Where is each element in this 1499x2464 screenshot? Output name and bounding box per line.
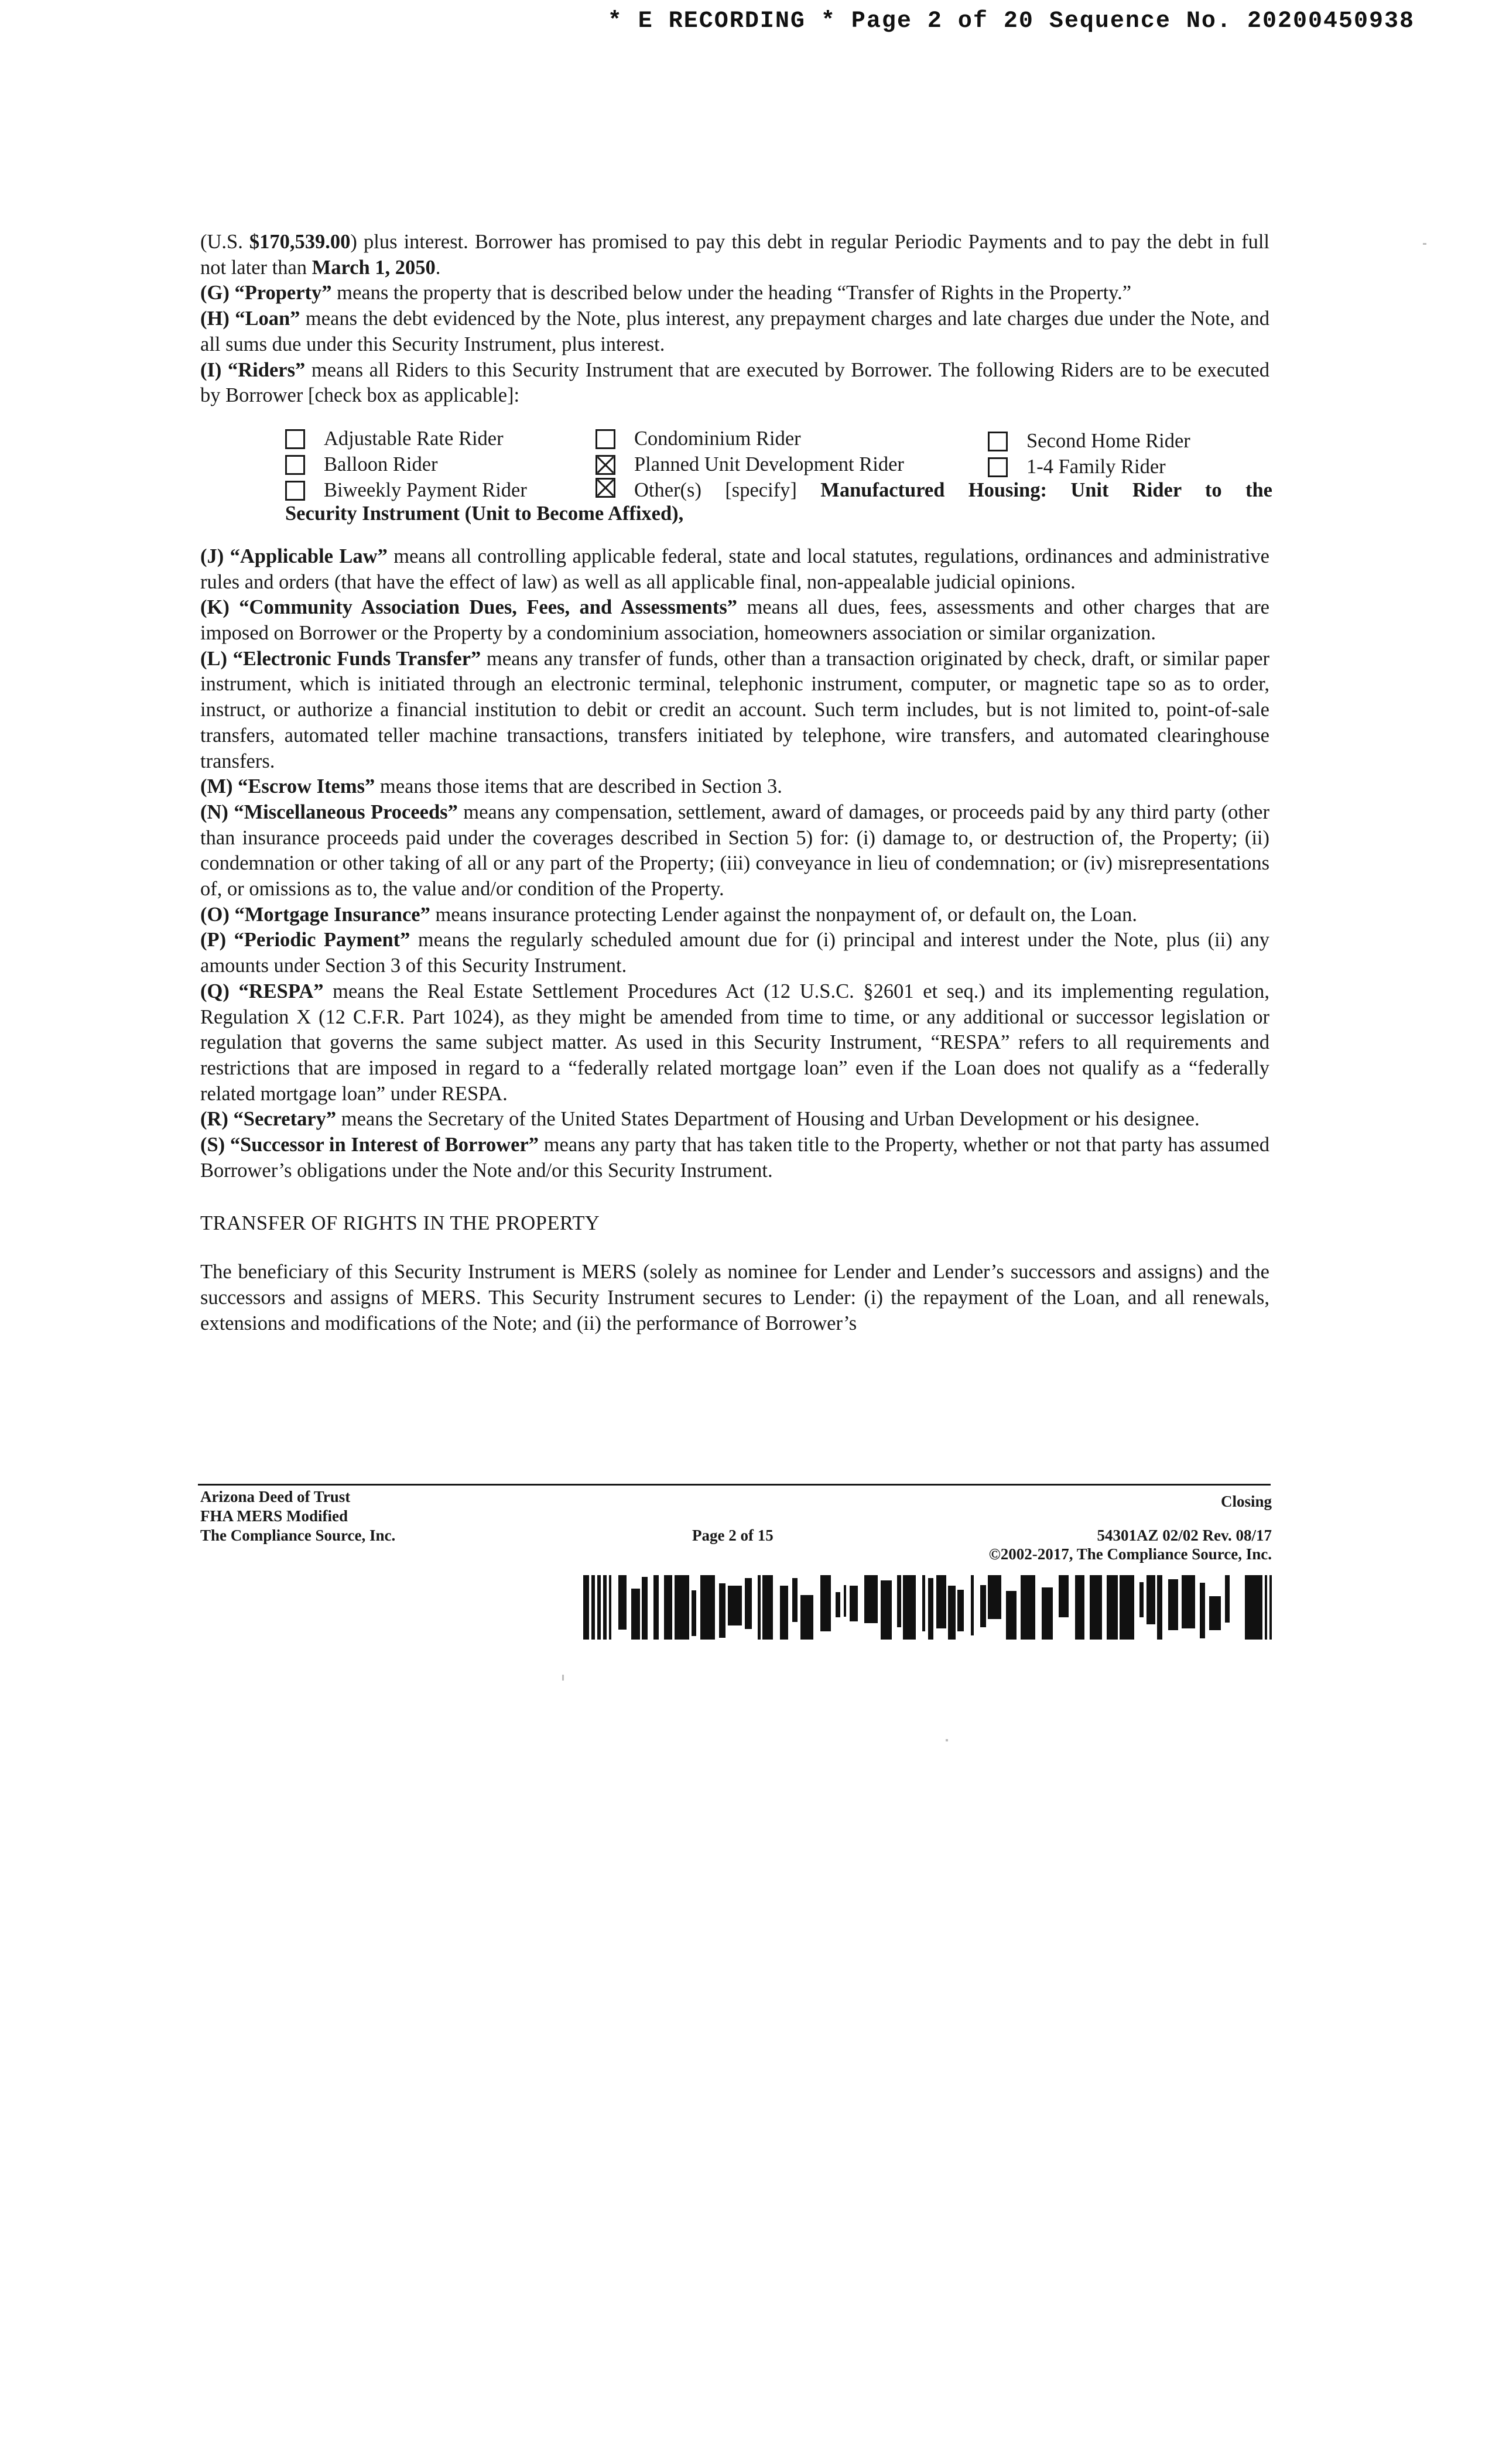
barcode-bar bbox=[936, 1575, 946, 1628]
barcode-bar bbox=[642, 1577, 648, 1640]
document-body bbox=[200, 230, 1272, 1336]
definition-o bbox=[200, 902, 1269, 928]
definition-n bbox=[200, 800, 1269, 902]
barcode-bar bbox=[583, 1575, 589, 1640]
definition-text: means the regularly scheduled amount due for (i) principal and interest under the Note, plus (ii) any amounts under Section 3 of this Security Instrument. bbox=[200, 929, 1269, 977]
definition-s bbox=[200, 1132, 1269, 1183]
checkbox-balloon[interactable] bbox=[285, 455, 305, 475]
scan-speck bbox=[1423, 243, 1426, 245]
definition-text: means the property that is described below under the heading “Transfer of Rights in the Property.” bbox=[331, 282, 1132, 304]
footer-publisher: The Compliance Source, Inc. bbox=[200, 1527, 396, 1544]
barcode-bar bbox=[820, 1575, 831, 1631]
rider-balloon[interactable] bbox=[285, 452, 438, 478]
maturity-date: March 1, 2050 bbox=[312, 256, 436, 279]
barcode-bar bbox=[603, 1575, 607, 1640]
transfer-heading: TRANSFER OF RIGHTS IN THE PROPERTY bbox=[200, 1212, 600, 1234]
definition-h bbox=[200, 306, 1269, 357]
barcode-bar bbox=[692, 1590, 696, 1636]
footer-form-title: Arizona Deed of Trust bbox=[200, 1488, 351, 1505]
barcode-bar bbox=[897, 1575, 901, 1627]
rider-other-specify: Manufactured Housing: Unit Rider to the bbox=[820, 478, 1272, 501]
definition-text: means any transfer of funds, other than a transaction originated by check, draft, or similar paper instrument, which is initiated through an electronic terminal, telephonic instrument, computer, or magnetic tape so as to order, instruct, or authorize a financial institution to debit or credit an account. Such term includes, but is not limited to, point-of-sale transfers, automated teller machine transactions, transfers initiated by telephone, wire transfers, and automated clearinghouse transfers. bbox=[200, 647, 1269, 772]
definition-label: (M) “Escrow Items” bbox=[200, 775, 375, 798]
checkbox-one-four-family[interactable] bbox=[988, 457, 1008, 477]
rider-other[interactable] bbox=[596, 478, 634, 498]
rider-planned-unit[interactable] bbox=[596, 452, 904, 478]
barcode-bar bbox=[850, 1586, 858, 1621]
barcode-bar bbox=[928, 1578, 933, 1640]
barcode-bar bbox=[971, 1575, 974, 1635]
checkbox-planned-unit[interactable] bbox=[596, 455, 615, 475]
barcode-bar bbox=[1075, 1575, 1084, 1640]
barcode-bar bbox=[591, 1575, 595, 1640]
definition-label: (J) “Applicable Law” bbox=[200, 545, 388, 567]
definition-label: (N) “Miscellaneous Proceeds” bbox=[200, 800, 458, 823]
barcode-bar bbox=[728, 1586, 742, 1625]
definition-text: means all controlling applicable federal, state and local statutes, regulations, ordinances and administrative rules and orders (that have the effect of law) as well as all applicable final, non-appealable judicial opinions. bbox=[200, 545, 1269, 593]
barcode-bar bbox=[957, 1590, 964, 1631]
definition-label: (K) “Community Association Dues, Fees, and Assessments” bbox=[200, 596, 738, 619]
barcode-bar bbox=[864, 1575, 878, 1623]
definition-text: means all Riders to this Security Instrument that are executed by Borrower. The following Riders are to be executed by Borrower [check box as applicable]: bbox=[200, 358, 1269, 407]
barcode-bar bbox=[597, 1575, 601, 1640]
barcode-bar bbox=[844, 1585, 846, 1617]
definition-label: (G) “Property” bbox=[200, 282, 332, 304]
definition-label: (R) “Secretary” bbox=[200, 1108, 337, 1131]
barcode-bar bbox=[1200, 1583, 1205, 1638]
checkbox-other[interactable] bbox=[596, 478, 615, 498]
barcode-bar bbox=[1182, 1575, 1195, 1628]
barcode-bar bbox=[719, 1583, 725, 1638]
barcode-bar bbox=[1090, 1575, 1102, 1640]
definition-label: (S) “Successor in Interest of Borrower” bbox=[200, 1134, 539, 1156]
barcode-bar bbox=[792, 1578, 798, 1622]
barcode bbox=[583, 1575, 1272, 1640]
rider-condominium[interactable] bbox=[596, 426, 801, 452]
barcode-bar bbox=[1157, 1575, 1162, 1640]
rider-label: Other(s) [specify] bbox=[634, 478, 821, 501]
rider-label: Biweekly Payment Rider bbox=[324, 478, 527, 501]
transfer-paragraph: The beneficiary of this Security Instrument is MERS (solely as nominee for Lender and Lender’s successors and assigns) and the successors and assigns of MERS. This Security Instrument secures to Lender: (i) the repayment of the Loan, and all renewals, extensions and modifications of the Note; and (ii) the performance of Borrower’s bbox=[200, 1261, 1269, 1334]
footer-page-number: Page 2 of 15 bbox=[692, 1527, 774, 1544]
definition-p bbox=[200, 928, 1269, 978]
checkbox-second-home[interactable] bbox=[988, 432, 1008, 451]
definition-text: means any party that has taken title to the Property, whether or not that party has assumed Borrower’s obligations under the Note and/or this Security Instrument. bbox=[200, 1134, 1269, 1182]
amount-text: ) plus interest. Borrower has promised to pay this debt in regular Periodic Payments and to pay the debt in full not later than bbox=[200, 231, 1270, 279]
definition-label: (P) “Periodic Payment” bbox=[200, 929, 410, 952]
barcode-bar bbox=[609, 1575, 611, 1640]
barcode-bar bbox=[1042, 1587, 1053, 1640]
barcode-bar bbox=[1107, 1575, 1118, 1640]
rider-label: Balloon Rider bbox=[324, 453, 438, 475]
barcode-bar bbox=[988, 1575, 1001, 1619]
rider-biweekly[interactable] bbox=[285, 478, 527, 504]
barcode-bar bbox=[948, 1586, 956, 1640]
definition-text: means insurance protecting Lender against the nonpayment of, or default on, the Loan. bbox=[430, 903, 1137, 926]
definition-j bbox=[200, 544, 1269, 595]
barcode-bar bbox=[922, 1575, 925, 1631]
loan-amount: $170,539.00 bbox=[249, 231, 351, 253]
definition-q bbox=[200, 979, 1269, 1107]
definition-text: means those items that are described in Section 3. bbox=[375, 775, 782, 798]
barcode-bar bbox=[1245, 1575, 1262, 1640]
footer-rule bbox=[198, 1484, 1271, 1486]
barcode-bar bbox=[618, 1575, 627, 1630]
definition-text: means the Real Estate Settlement Procedures Act (12 U.S.C. §2601 et seq.) and its implementing regulation, Regulation X (12 C.F.R. Part 1024), as they might be amended from time to time, or any additional or successor legislation or regulation that governs the same subject matter. As used in this Security Instrument, “RESPA” refers to all requirements and restrictions that are imposed in regard to a “federally related mortgage loan” even if the Loan does not qualify as a “federally related mortgage loan” under RESPA. bbox=[200, 980, 1270, 1105]
footer-form-code: 54301AZ 02/02 Rev. 08/17 bbox=[1097, 1527, 1272, 1544]
barcode-bar bbox=[836, 1592, 840, 1617]
barcode-bar bbox=[1120, 1575, 1134, 1640]
rider-label: 1-4 Family Rider bbox=[1026, 455, 1166, 478]
footer-copyright: ©2002-2017, The Compliance Source, Inc. bbox=[988, 1545, 1272, 1563]
barcode-bar bbox=[1059, 1575, 1069, 1617]
rider-other-continuation: Security Instrument (Unit to Become Affixed), bbox=[285, 502, 684, 525]
barcode-bar bbox=[1006, 1591, 1017, 1640]
barcode-bar bbox=[762, 1575, 773, 1640]
rider-label: Planned Unit Development Rider bbox=[634, 453, 904, 475]
barcode-bar bbox=[758, 1575, 761, 1640]
rider-second-home[interactable] bbox=[988, 429, 1190, 454]
definition-label: (I) “Riders” bbox=[200, 358, 306, 381]
rider-other-text bbox=[634, 478, 1272, 504]
amount-suffix: . bbox=[435, 256, 441, 279]
checkbox-condominium[interactable] bbox=[596, 429, 615, 449]
rider-label: Second Home Rider bbox=[1026, 429, 1190, 452]
rider-label: Condominium Rider bbox=[634, 427, 801, 450]
barcode-bar bbox=[903, 1575, 916, 1640]
barcode-bar bbox=[800, 1595, 813, 1640]
barcode-bar bbox=[1168, 1579, 1178, 1630]
definition-m bbox=[200, 774, 1269, 800]
barcode-bar bbox=[1265, 1575, 1267, 1640]
barcode-bar bbox=[780, 1586, 788, 1640]
definition-text: means the debt evidenced by the Note, plus interest, any prepayment charges and late charges due under the Note, and all sums due under this Security Instrument, plus interest. bbox=[200, 307, 1270, 355]
barcode-bar bbox=[1225, 1575, 1230, 1623]
footer-form-variant: FHA MERS Modified bbox=[200, 1507, 348, 1525]
scan-speck bbox=[562, 1675, 564, 1681]
barcode-bar bbox=[1139, 1582, 1144, 1617]
definition-i bbox=[200, 358, 1269, 409]
definition-k bbox=[200, 595, 1269, 646]
rider-adjustable-rate[interactable] bbox=[285, 426, 504, 452]
definition-label: (Q) “RESPA” bbox=[200, 980, 324, 1002]
paragraph-amount bbox=[200, 230, 1269, 280]
barcode-bar bbox=[1021, 1575, 1035, 1640]
barcode-bar bbox=[1269, 1575, 1272, 1640]
barcode-bar bbox=[664, 1575, 672, 1640]
rider-one-four-family[interactable] bbox=[988, 454, 1166, 480]
definition-label: (L) “Electronic Funds Transfer” bbox=[200, 647, 481, 670]
amount-prefix: (U.S. bbox=[200, 231, 249, 253]
barcode-bar bbox=[653, 1575, 659, 1640]
barcode-bar bbox=[881, 1580, 892, 1640]
barcode-bar bbox=[1209, 1596, 1221, 1630]
barcode-bar bbox=[631, 1589, 640, 1640]
barcode-bar bbox=[700, 1575, 715, 1640]
definition-label: (O) “Mortgage Insurance” bbox=[200, 903, 430, 926]
definition-r bbox=[200, 1107, 1269, 1132]
definition-label: (H) “Loan” bbox=[200, 307, 300, 330]
footer-closing: Closing bbox=[1220, 1493, 1272, 1510]
definition-text: means all dues, fees, assessments and other charges that are imposed on Borrower or the Property by a condominium association, homeowners association or similar organization. bbox=[200, 596, 1269, 645]
barcode-bar bbox=[745, 1578, 752, 1629]
checkbox-adjustable-rate[interactable] bbox=[285, 429, 305, 449]
definition-text: means any compensation, settlement, award of damages, or proceeds paid by any third party (other than insurance proceeds paid under the coverages described in Section 5) for: (i) damage to, or destruction of, the Property; (ii) condemnation or other taking of all or any part of the Property; (iii) conveyance in lieu of condemnation; or (iv) misrepresentations of, or omissions as to, the value and/or condition of the Property. bbox=[200, 800, 1269, 901]
rider-label: Adjustable Rate Rider bbox=[324, 427, 504, 450]
scan-speck bbox=[946, 1739, 948, 1741]
checkbox-biweekly[interactable] bbox=[285, 481, 305, 501]
recording-header: * E RECORDING * Page 2 of 20 Sequence No. 20200450938 bbox=[607, 8, 1415, 35]
definition-l bbox=[200, 646, 1269, 775]
page-footer bbox=[200, 1487, 1272, 1563]
barcode-bar bbox=[675, 1575, 689, 1640]
definition-text: means the Secretary of the United States Department of Housing and Urban Development or his designee. bbox=[336, 1108, 1200, 1131]
riders-checklist bbox=[200, 426, 1272, 526]
barcode-bar bbox=[1147, 1575, 1155, 1624]
spacer bbox=[200, 526, 1269, 544]
footer-form-info bbox=[200, 1487, 395, 1545]
barcode-bar bbox=[980, 1585, 986, 1627]
definition-g bbox=[200, 280, 1269, 306]
